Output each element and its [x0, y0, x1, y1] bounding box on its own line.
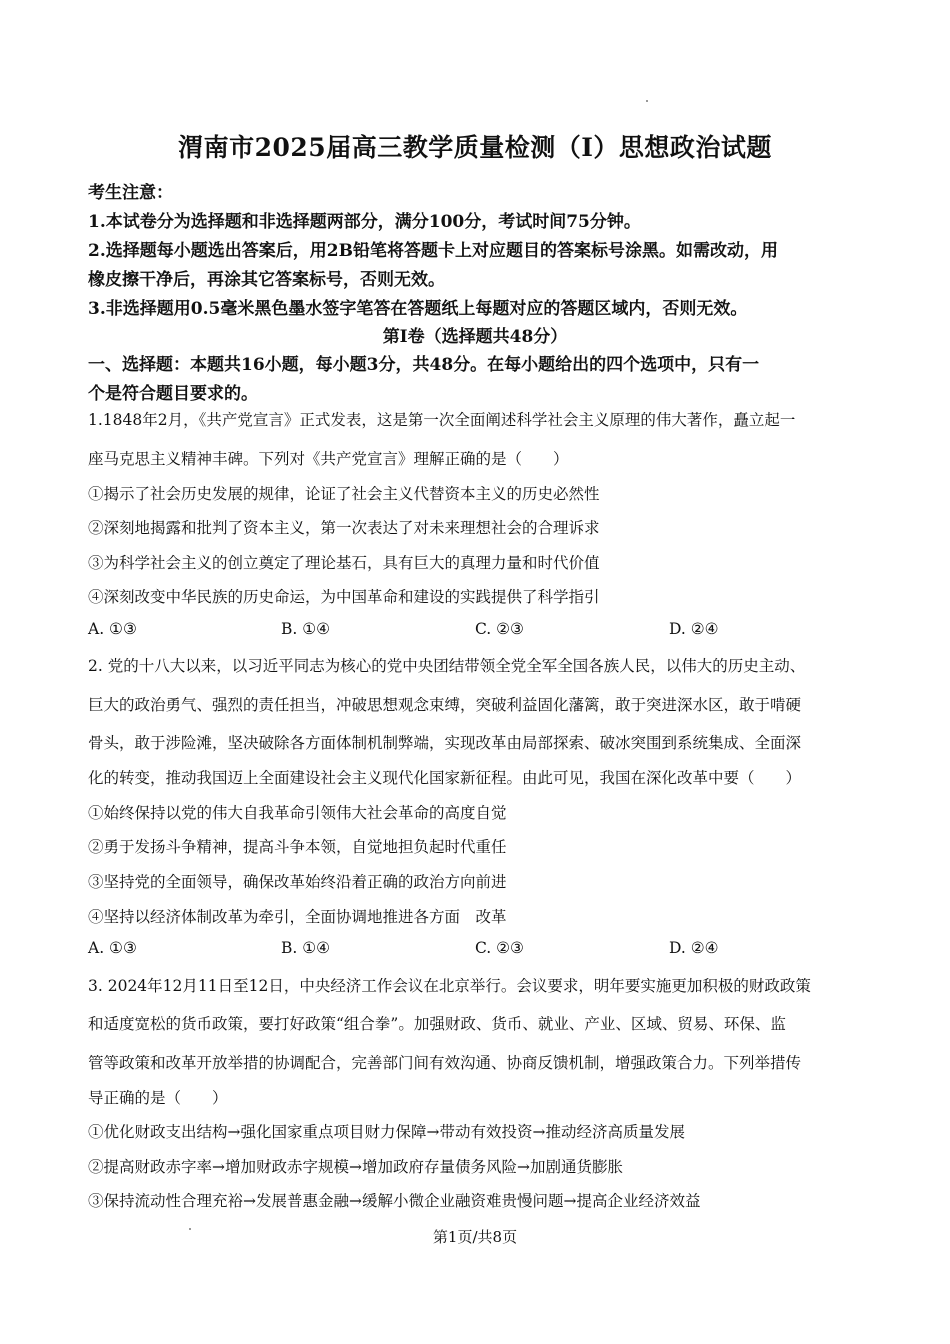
notice-item-3: 3.非选择题用0.5毫米黑色墨水签字笔答在答题纸上每题对应的答题区域内，否则无效。: [88, 299, 748, 319]
section-instruction-2: 个是符合题目要求的。: [88, 384, 258, 404]
exam-title: 渭南市2025届高三教学质量检测（I）思想政治试题: [178, 133, 772, 162]
q2-option-a[interactable]: A. ①③: [88, 939, 137, 957]
notice-item-2-cont: 橡皮擦干净后，再涂其它答案标号，否则无效。: [88, 270, 445, 290]
scan-dot: [646, 100, 648, 102]
q2-option-d[interactable]: D. ②④: [669, 939, 719, 957]
notice-heading: 考生注意：: [88, 183, 173, 203]
q1-statement-4: ④深刻改变中华民族的历史命运，为中国革命和建设的实践提供了科学指引: [88, 588, 600, 606]
q3-stem-line-2: 和适度宽松的货币政策，要打好政策“组合拳”。加强财政、货币、就业、产业、区域、贸易、环保、监: [88, 1015, 786, 1033]
q2-statement-2: ②勇于发扬斗争精神，提高斗争本领，自觉地担负起时代重任: [88, 838, 507, 856]
notice-item-1: 1.本试卷分为选择题和非选择题两部分，满分100分，考试时间75分钟。: [88, 212, 641, 232]
q2-stem-line-2: 巨大的政治勇气、强烈的责任担当，冲破思想观念束缚，突破利益固化藩篱，敢于突进深水区，敢于啃硬: [88, 696, 802, 714]
notice-item-2: 2.选择题每小题选出答案后，用2B铅笔将答题卡上对应题目的答案标号涂黑。如需改动，用: [88, 241, 778, 261]
section-instruction-1: 一、选择题：本题共16小题，每小题3分，共48分。在每小题给出的四个选项中，只有一: [88, 355, 760, 375]
page-footer: 第1页/共8页: [432, 1228, 518, 1246]
q3-stem-line-4: 导正确的是（ ）: [88, 1089, 228, 1107]
q3-stem-line-3: 管等政策和改革开放举措的协调配合，完善部门间有效沟通、协商反馈机制，增强政策合力。下列举措传: [88, 1054, 802, 1072]
q2-option-b[interactable]: B. ①④: [281, 939, 331, 957]
q1-option-c[interactable]: C. ②③: [475, 620, 524, 638]
q3-statement-2: ②提高财政赤字率→增加财政赤字规模→增加政府存量债务风险→加剧通货膨胀: [88, 1158, 623, 1176]
q3-statement-3: ③保持流动性合理充裕→发展普惠金融→缓解小微企业融资难贵慢问题→提高企业经济效益: [88, 1192, 701, 1210]
q2-option-c[interactable]: C. ②③: [475, 939, 524, 957]
q1-option-b[interactable]: B. ①④: [281, 620, 331, 638]
q1-stem-line-2: 座马克思主义精神丰碑。下列对《共产党宣言》理解正确的是（ ）: [88, 450, 569, 468]
q2-statement-4: ④坚持以经济体制改革为牵引，全面协调地推进各方面 改革: [88, 908, 507, 926]
q2-stem-line-3: 骨头，敢于涉险滩，坚决破除各方面体制机制弊端，实现改革由局部探索、破冰突围到系统集成、全面深: [88, 734, 802, 752]
q3-stem-line-1: 3. 2024年12月11日至12日，中央经济工作会议在北京举行。会议要求，明年要实施更加积极的财政政策: [88, 977, 811, 995]
section-title: 第I卷（选择题共48分）: [382, 327, 568, 347]
q2-stem-line-4: 化的转变，推动我国迈上全面建设社会主义现代化国家新征程。由此可见，我国在深化改革中要（ ）: [88, 769, 802, 787]
q2-statement-1: ①始终保持以党的伟大自我革命引领伟大社会革命的高度自觉: [88, 804, 507, 822]
q2-stem-line-1: 2. 党的十八大以来，以习近平同志为核心的党中央团结带领全党全军全国各族人民，以伟大的历史主动、: [88, 657, 806, 675]
q2-statement-3: ③坚持党的全面领导，确保改革始终沿着正确的政治方向前进: [88, 873, 507, 891]
q1-option-d[interactable]: D. ②④: [669, 620, 719, 638]
q3-statement-1: ①优化财政支出结构→强化国家重点项目财力保障→带动有效投资→推动经济高质量发展: [88, 1123, 685, 1141]
q1-statement-3: ③为科学社会主义的创立奠定了理论基石，具有巨大的真理力量和时代价值: [88, 554, 600, 572]
q1-option-a[interactable]: A. ①③: [88, 620, 137, 638]
q1-statement-1: ①揭示了社会历史发展的规律，论证了社会主义代替资本主义的历史必然性: [88, 485, 600, 503]
q1-stem-line-1: 1.1848年2月，《共产党宣言》正式发表，这是第一次全面阐述科学社会主义原理的伟大著作，矗立起一: [88, 411, 796, 429]
q1-statement-2: ②深刻地揭露和批判了资本主义，第一次表达了对未来理想社会的合理诉求: [88, 519, 600, 537]
